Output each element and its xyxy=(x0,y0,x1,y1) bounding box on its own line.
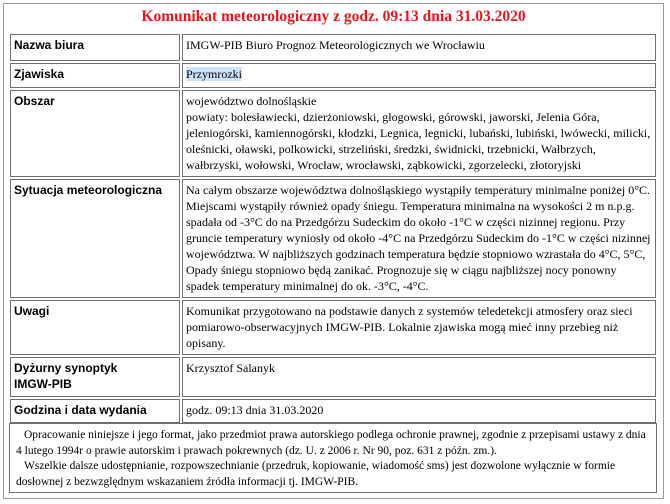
highlighted-text[interactable]: Przymrozki xyxy=(186,67,242,81)
row-label-situation: Sytuacja meteorologiczna xyxy=(10,179,180,298)
table-row xyxy=(10,399,656,423)
area-voivodeship: województwo dolnośląskie xyxy=(186,94,317,108)
row-value-notes: Komunikat przygotowano na podstawie danych z systemów teledetekcji atmosfery oraz sieci pomiarowo-obserwacyjnych IMGW-PIB. Lokalnie zjawiska mogą mieć inny przebieg niż opisany. xyxy=(182,300,656,355)
forecaster-label-line2: IMGW-PIB xyxy=(14,377,72,391)
row-label-forecaster xyxy=(10,357,180,397)
row-value-issued: godz. 09:13 dnia 31.03.2020 xyxy=(182,399,656,423)
copyright-notice xyxy=(9,423,657,493)
page-title: Komunikat meteorologiczny z godz. 09:13 dnia 31.03.2020 xyxy=(141,8,526,25)
table-row xyxy=(10,179,656,298)
copyright-paragraph: Opracowanie niniejsze i jego format, jako przedmiot prawa autorskiego podlega ochronie prawnej, zgodnie z przepisami ustawy z dnia 4 lutego 1994r o prawie autorskim i prawach pokrewnych (dz. U. z 2006 r. Nr 90, poz. 631 z późn. zm.). xyxy=(16,429,646,457)
table-row xyxy=(10,90,656,177)
table-row xyxy=(10,300,656,355)
area-counties: powiaty: bolesławiecki, dzierżoniowski, głogowski, górowski, jaworski, Jelenia Góra, jeleniogórski, kamiennogórski, kłodzki, Legnica, legnicki, lubański, lubiński, lwówecki, milicki, oleśnicki, oławski, polkowicki, strzeliński, średzki, świdnicki, trzebnicki, Wałbrzych, wałbrzyski, wołowski, Wrocław, wrocławski, ząbkowicki, zgorzelecki, złotoryjski xyxy=(186,110,651,172)
distribution-paragraph: Wszelkie dalsze udostępnianie, rozpowszechnianie (przedruk, kopiowanie, wiadomość sms) jest dozwolone wyłącznie w formie dosłownej z bezwzględnym wskazaniem źródła informacji tj. IMGW-PIB. xyxy=(16,460,616,488)
row-label-issued: Godzina i data wydania xyxy=(10,399,180,423)
row-value-office: IMGW-PIB Biuro Prognoz Meteorologicznych we Wrocławiu xyxy=(182,34,656,61)
row-label-office: Nazwa biura xyxy=(10,34,180,61)
table-row xyxy=(10,357,656,397)
row-label-notes: Uwagi xyxy=(10,300,180,355)
row-value-area xyxy=(182,90,656,177)
table-row xyxy=(10,34,656,61)
row-value-phenomena xyxy=(182,63,656,88)
table-row xyxy=(10,63,656,88)
row-value-forecaster: Krzysztof Salanyk xyxy=(182,357,656,397)
row-label-phenomena: Zjawiska xyxy=(10,63,180,88)
forecaster-label-line1: Dyżurny synoptyk xyxy=(14,361,118,375)
row-value-situation: Na całym obszarze województwa dolnośląskiego wystąpiły temperatury minimalne poniżej 0°C. Miejscami wystąpiły również opady śniegu. Temperatura minimalna na wysokości 2 m n.p.g. spadała od -3°C do na Przedgórzu Sudeckim do około -1°C w części nizinnej regionu. Przy gruncie temperatury wyniosły od około -4°C na Przedgórzu Sudeckim do -1°C w części nizinnej województwa. W najbliższych godzinach temperatura będzie stopniowo wzrastała do 4°C, 5°C, Opady śniegu stopniowo będą zanikać. Prognozuje się w ciągu najbliższej nocy ponowny spadek temperatury minimalnej do ok. -3°C, -4°C. xyxy=(182,179,656,298)
info-table xyxy=(8,32,658,425)
row-label-area: Obszar xyxy=(10,90,180,177)
